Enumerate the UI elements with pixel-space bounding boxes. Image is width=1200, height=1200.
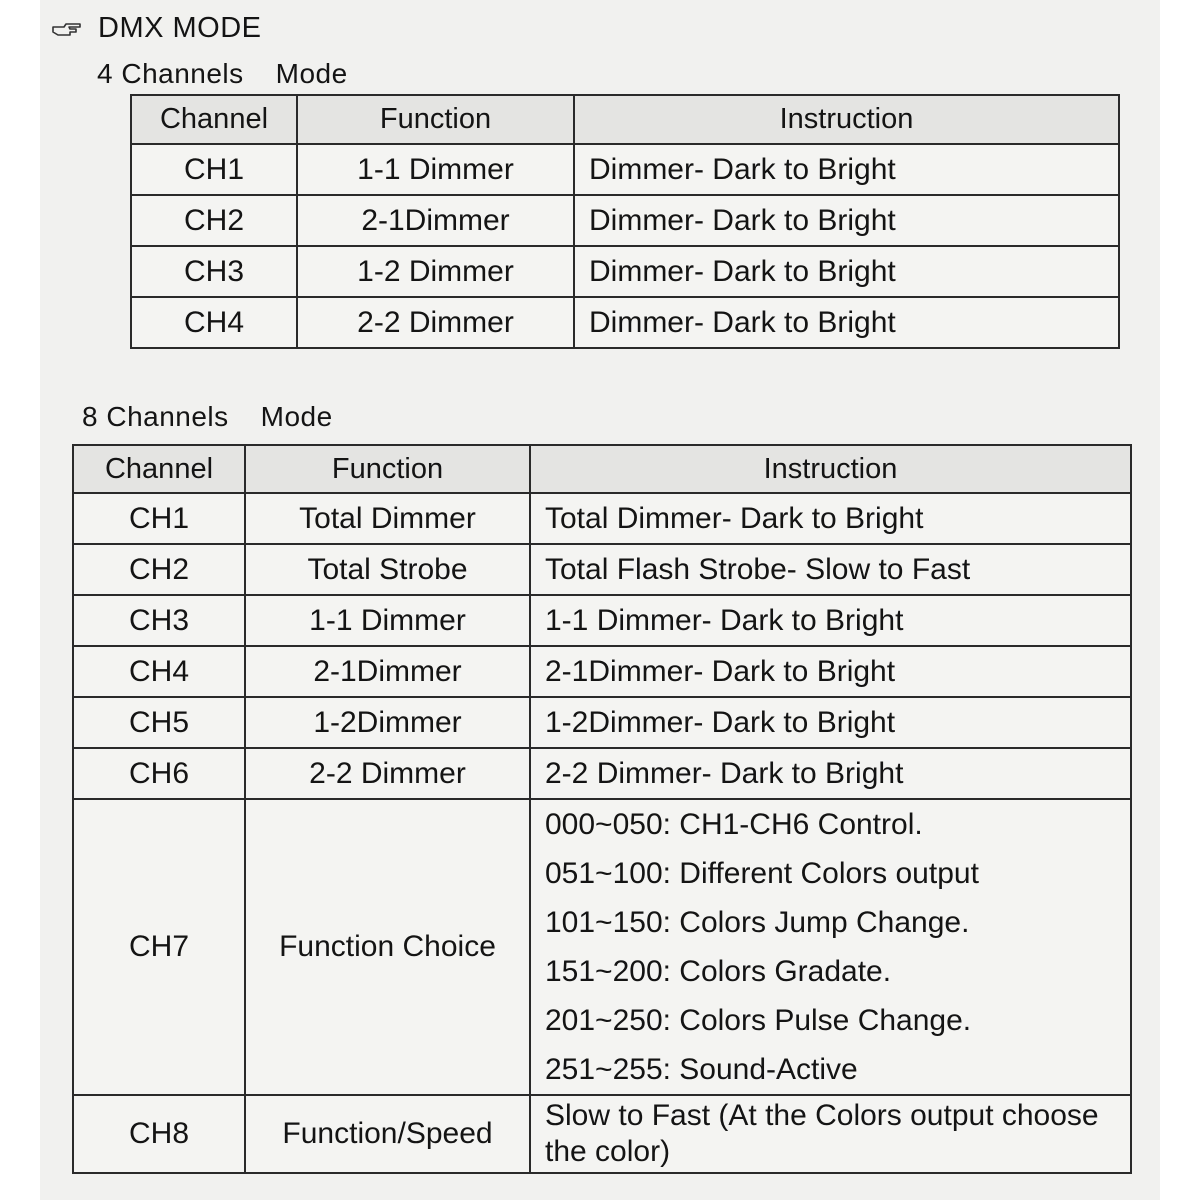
table-row [73,544,1131,595]
header-instruction: Instruction [530,445,1131,493]
function-cell: 2-2 Dimmer [245,748,530,799]
table-row [131,246,1119,297]
channel-cell: CH7 [73,799,245,1095]
option-line: 000~050: CH1-CH6 Control. [545,808,923,841]
channel-cell: CH2 [73,544,245,595]
function-cell: Function/Speed [245,1095,530,1173]
mode4-label-count: 4 Channels [97,58,244,89]
table-row [73,493,1131,544]
mode8-table [72,444,1132,1174]
mode8-label-mode: Mode [260,401,333,432]
table-header-row [73,445,1131,493]
mode8-label-count: 8 Channels [82,401,229,432]
instruction-cell: 1-1 Dimmer- Dark to Bright [530,595,1131,646]
section-heading [52,12,262,45]
function-cell: 1-2 Dimmer [297,246,574,297]
mode4-label [97,58,348,90]
channel-cell: CH2 [131,195,297,246]
channel-cell: CH5 [73,697,245,748]
option-line: 101~150: Colors Jump Change. [545,906,970,939]
mode8-label [82,401,333,433]
channel-cell: CH4 [131,297,297,348]
table-row [73,595,1131,646]
table-row [73,748,1131,799]
option-line: 051~100: Different Colors output [545,857,979,890]
table-row [73,697,1131,748]
section-heading-text: DMX MODE [98,12,262,44]
pointing-hand-icon [52,19,82,39]
function-cell: 1-1 Dimmer [297,144,574,195]
instruction-cell: Total Dimmer- Dark to Bright [530,493,1131,544]
function-cell: 2-1Dimmer [297,195,574,246]
function-cell: 1-2Dimmer [245,697,530,748]
option-line: 251~255: Sound-Active [545,1053,858,1086]
instruction-cell: 2-2 Dimmer- Dark to Bright [530,748,1131,799]
instruction-cell: 1-2Dimmer- Dark to Bright [530,697,1131,748]
channel-cell: CH8 [73,1095,245,1173]
channel-cell: CH6 [73,748,245,799]
mode4-label-mode: Mode [275,58,348,89]
channel-cell: CH1 [73,493,245,544]
header-instruction: Instruction [574,95,1119,144]
table-row [131,297,1119,348]
table-row [73,1095,1131,1173]
function-cell: 2-1Dimmer [245,646,530,697]
function-cell: Total Dimmer [245,493,530,544]
instruction-cell: Dimmer- Dark to Bright [574,297,1119,348]
header-channel: Channel [131,95,297,144]
options-cell [530,799,1131,1095]
instruction-cell: Slow to Fast (At the Colors output choose the color) [530,1095,1131,1173]
table-header-row [131,95,1119,144]
option-line: 201~250: Colors Pulse Change. [545,1004,972,1037]
header-function: Function [245,445,530,493]
option-line: 151~200: Colors Gradate. [545,955,892,988]
table-row [73,646,1131,697]
function-cell: Function Choice [245,799,530,1095]
instruction-cell: 2-1Dimmer- Dark to Bright [530,646,1131,697]
mode4-table [130,94,1120,349]
channel-cell: CH3 [73,595,245,646]
channel-cell: CH3 [131,246,297,297]
instruction-cell: Dimmer- Dark to Bright [574,144,1119,195]
instruction-cell: Dimmer- Dark to Bright [574,246,1119,297]
table-row [73,799,1131,1095]
header-function: Function [297,95,574,144]
table-row [131,195,1119,246]
function-cell: 1-1 Dimmer [245,595,530,646]
channel-cell: CH4 [73,646,245,697]
table-row [131,144,1119,195]
instruction-cell: Dimmer- Dark to Bright [574,195,1119,246]
instruction-cell: Total Flash Strobe- Slow to Fast [530,544,1131,595]
channel-cell: CH1 [131,144,297,195]
function-cell: Total Strobe [245,544,530,595]
header-channel: Channel [73,445,245,493]
function-cell: 2-2 Dimmer [297,297,574,348]
